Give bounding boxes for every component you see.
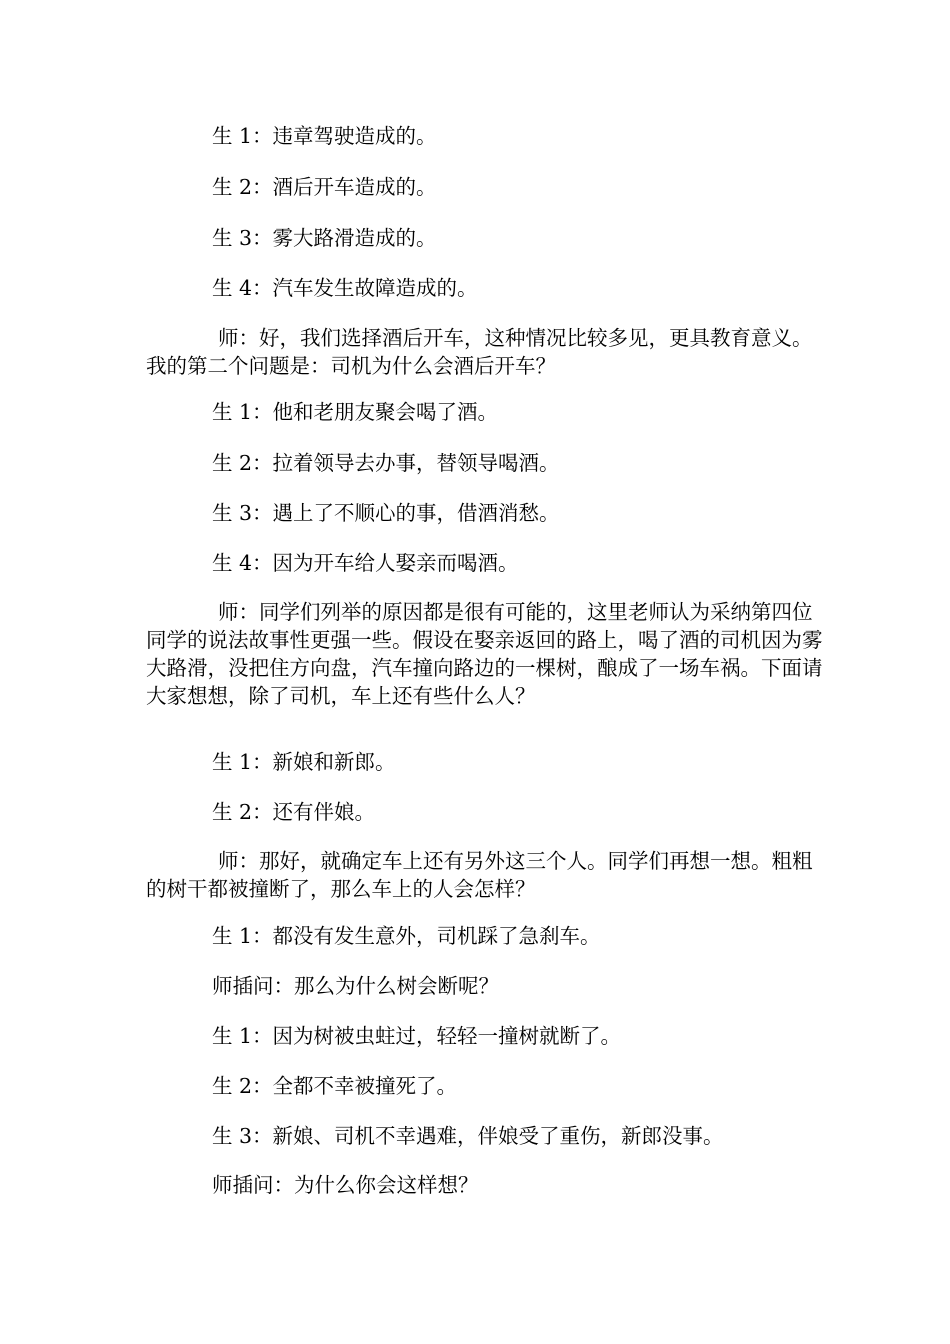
paragraph-19: 师插问：为什么你会这样想？: [212, 1173, 479, 1197]
paragraph-16: 生 1：因为树被虫蛀过，轻轻一撞树就断了。: [212, 1024, 622, 1048]
paragraph-9: 生 4：因为开车给人娶亲而喝酒。: [212, 551, 519, 575]
paragraph-12: 生 2：还有伴娘。: [212, 800, 376, 824]
paragraph-8: 生 3：遇上了不顺心的事，借酒消愁。: [212, 501, 560, 525]
paragraph-6: 生 1：他和老朋友聚会喝了酒。: [212, 400, 499, 424]
paragraph-2: 生 2：酒后开车造成的。: [212, 175, 437, 199]
paragraph-10: 师：同学们列举的原因都是很有可能的，这里老师认为采纳第四位同学的说法故事性更强一些。假设在娶亲返回的路上，喝了酒的司机因为雾大路滑，没把住方向盘，汽车撞向路边的一棵树，酿成了一场车祸。下面请大家想想，除了司机，车上还有些什么人？: [146, 600, 823, 708]
paragraph-13: 师：那好，就确定车上还有另外这三个人。同学们再想一想。粗粗的树干都被撞断了，那么车上的人会怎样？: [146, 849, 813, 901]
paragraph-3: 生 3：雾大路滑造成的。: [212, 226, 437, 250]
paragraph-17: 生 2：全都不幸被撞死了。: [212, 1074, 458, 1098]
paragraph-14: 生 1：都没有发生意外，司机踩了急刹车。: [212, 924, 601, 948]
paragraph-5: 师：好，我们选择酒后开车，这种情况比较多见，更具教育意义。我的第二个问题是：司机为什么会酒后开车？: [146, 326, 813, 378]
paragraph-1: 生 1：违章驾驶造成的。: [212, 124, 437, 148]
paragraph-11: 生 1：新娘和新郎。: [212, 750, 396, 774]
paragraph-18: 生 3：新娘、司机不幸遇难，伴娘受了重伤，新郎没事。: [212, 1124, 724, 1148]
paragraph-15: 师插问：那么为什么树会断呢？: [212, 974, 499, 998]
paragraph-7: 生 2：拉着领导去办事，替领导喝酒。: [212, 451, 560, 475]
paragraph-4: 生 4：汽车发生故障造成的。: [212, 276, 478, 300]
